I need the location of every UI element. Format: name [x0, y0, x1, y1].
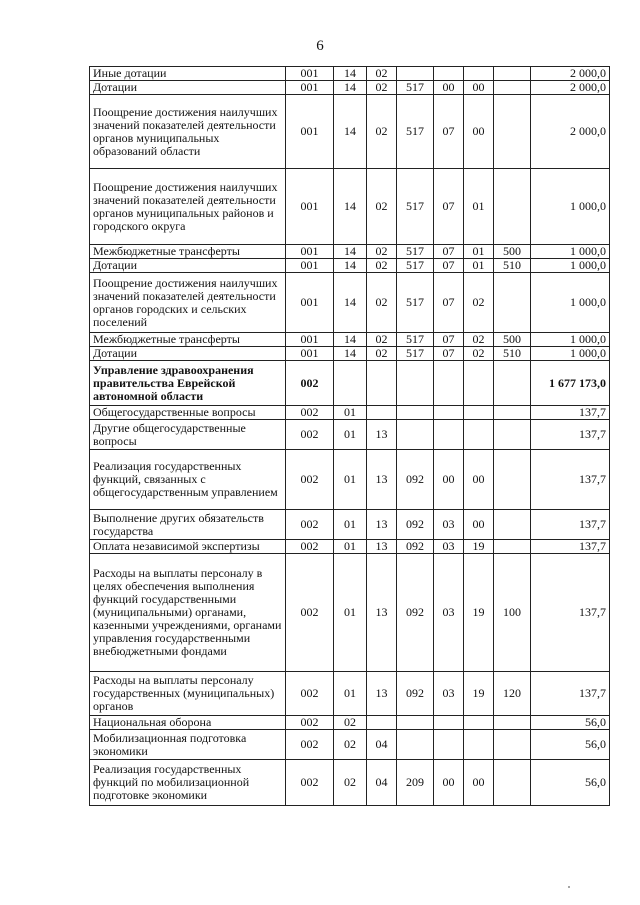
row-expense-type-cell: [494, 540, 531, 554]
table-row: [90, 672, 610, 716]
row-target-article-1-cell: [397, 716, 434, 730]
row-target-article-3-cell: 02: [464, 333, 494, 347]
row-expense-type-cell: [494, 716, 531, 730]
row-name-cell: Общегосударственные вопросы: [90, 406, 286, 420]
row-amount-cell: 2 000,0: [531, 81, 610, 95]
row-subsection-cell: 13: [367, 672, 397, 716]
row-subsection-cell: 02: [367, 169, 397, 245]
scan-speck: [568, 886, 570, 888]
row-name-cell: Поощрение достижения наилучших значений показателей деятельности органов муниципальных районов и городского округа: [90, 169, 286, 245]
row-amount-cell: 1 000,0: [531, 245, 610, 259]
row-target-article-2-cell: 07: [434, 273, 464, 333]
row-section-cell: 01: [334, 540, 367, 554]
row-name-cell: Поощрение достижения наилучших значений показателей деятельности органов муниципальных образований области: [90, 95, 286, 169]
row-ved-cell: 002: [286, 554, 334, 672]
row-target-article-1-cell: [397, 361, 434, 406]
row-amount-cell: 1 000,0: [531, 333, 610, 347]
row-target-article-2-cell: [434, 420, 464, 450]
table-row: [90, 554, 610, 672]
row-target-article-3-cell: 01: [464, 259, 494, 273]
table-row: [90, 169, 610, 245]
row-subsection-cell: 04: [367, 760, 397, 806]
row-target-article-1-cell: 517: [397, 273, 434, 333]
row-target-article-1-cell: 517: [397, 259, 434, 273]
row-subsection-cell: 02: [367, 259, 397, 273]
row-name-cell: Дотации: [90, 81, 286, 95]
row-target-article-2-cell: 03: [434, 540, 464, 554]
row-target-article-1-cell: 092: [397, 450, 434, 510]
page-number: 6: [316, 38, 324, 54]
budget-table-body: [90, 67, 610, 806]
row-name-cell: Оплата независимой экспертизы: [90, 540, 286, 554]
row-subsection-cell: [367, 361, 397, 406]
row-target-article-3-cell: 02: [464, 347, 494, 361]
row-ved-cell: 002: [286, 420, 334, 450]
table-row: [90, 730, 610, 760]
row-amount-cell: 56,0: [531, 760, 610, 806]
row-subsection-cell: 13: [367, 510, 397, 540]
row-subsection-cell: 02: [367, 347, 397, 361]
table-row: [90, 361, 610, 406]
row-target-article-2-cell: [434, 67, 464, 81]
row-target-article-2-cell: 07: [434, 259, 464, 273]
row-target-article-3-cell: [464, 406, 494, 420]
row-section-cell: 14: [334, 169, 367, 245]
row-amount-cell: 137,7: [531, 554, 610, 672]
row-target-article-3-cell: 00: [464, 760, 494, 806]
row-expense-type-cell: [494, 510, 531, 540]
row-target-article-2-cell: 07: [434, 95, 464, 169]
row-ved-cell: 001: [286, 347, 334, 361]
row-target-article-3-cell: 00: [464, 95, 494, 169]
row-target-article-2-cell: 03: [434, 510, 464, 540]
row-ved-cell: 002: [286, 760, 334, 806]
row-expense-type-cell: [494, 95, 531, 169]
row-target-article-2-cell: 07: [434, 333, 464, 347]
row-target-article-3-cell: 00: [464, 510, 494, 540]
row-amount-cell: 137,7: [531, 540, 610, 554]
row-section-cell: 14: [334, 67, 367, 81]
row-target-article-3-cell: 19: [464, 540, 494, 554]
row-target-article-1-cell: [397, 420, 434, 450]
row-expense-type-cell: 500: [494, 245, 531, 259]
row-ved-cell: 001: [286, 169, 334, 245]
row-target-article-2-cell: 03: [434, 672, 464, 716]
row-ved-cell: 002: [286, 361, 334, 406]
row-section-cell: 14: [334, 95, 367, 169]
row-expense-type-cell: [494, 450, 531, 510]
row-ved-cell: 001: [286, 81, 334, 95]
row-amount-cell: 137,7: [531, 510, 610, 540]
row-target-article-3-cell: 01: [464, 169, 494, 245]
table-row: [90, 450, 610, 510]
row-expense-type-cell: [494, 730, 531, 760]
row-ved-cell: 001: [286, 245, 334, 259]
row-section-cell: 01: [334, 406, 367, 420]
table-row: [90, 259, 610, 273]
row-ved-cell: 001: [286, 95, 334, 169]
row-subsection-cell: [367, 716, 397, 730]
row-subsection-cell: 02: [367, 245, 397, 259]
row-target-article-3-cell: 00: [464, 81, 494, 95]
table-row: [90, 540, 610, 554]
row-section-cell: 14: [334, 333, 367, 347]
row-name-cell: Расходы на выплаты персоналу государственных (муниципальных) органов: [90, 672, 286, 716]
row-amount-cell: 1 000,0: [531, 169, 610, 245]
row-target-article-1-cell: 517: [397, 95, 434, 169]
row-target-article-2-cell: [434, 730, 464, 760]
row-target-article-2-cell: [434, 361, 464, 406]
row-target-article-3-cell: [464, 67, 494, 81]
row-subsection-cell: 13: [367, 450, 397, 510]
row-amount-cell: 1 000,0: [531, 259, 610, 273]
row-subsection-cell: 02: [367, 67, 397, 81]
table-row: [90, 245, 610, 259]
row-target-article-1-cell: 517: [397, 169, 434, 245]
row-section-cell: 01: [334, 672, 367, 716]
row-name-cell: Реализация государственных функций по мобилизационной подготовке экономики: [90, 760, 286, 806]
row-amount-cell: 137,7: [531, 420, 610, 450]
row-target-article-3-cell: 19: [464, 554, 494, 672]
row-target-article-1-cell: 092: [397, 554, 434, 672]
budget-table: [89, 66, 610, 806]
row-section-cell: 14: [334, 273, 367, 333]
row-expense-type-cell: 510: [494, 259, 531, 273]
row-target-article-2-cell: 07: [434, 169, 464, 245]
row-expense-type-cell: [494, 273, 531, 333]
row-target-article-1-cell: [397, 730, 434, 760]
table-row: [90, 760, 610, 806]
row-subsection-cell: 02: [367, 95, 397, 169]
table-row: [90, 95, 610, 169]
row-target-article-3-cell: 00: [464, 450, 494, 510]
row-name-cell: Поощрение достижения наилучших значений показателей деятельности органов городских и сельских поселений: [90, 273, 286, 333]
row-subsection-cell: 02: [367, 273, 397, 333]
row-name-cell: Иные дотации: [90, 67, 286, 81]
row-section-cell: 01: [334, 420, 367, 450]
row-ved-cell: 002: [286, 540, 334, 554]
row-target-article-3-cell: [464, 716, 494, 730]
row-section-cell: [334, 361, 367, 406]
row-amount-cell: 56,0: [531, 730, 610, 760]
row-target-article-2-cell: 07: [434, 347, 464, 361]
row-target-article-2-cell: 03: [434, 554, 464, 672]
row-target-article-1-cell: [397, 67, 434, 81]
row-ved-cell: 001: [286, 67, 334, 81]
row-name-cell: Национальная оборона: [90, 716, 286, 730]
row-section-cell: 14: [334, 81, 367, 95]
row-target-article-2-cell: [434, 406, 464, 420]
row-target-article-3-cell: 19: [464, 672, 494, 716]
row-section-cell: 01: [334, 510, 367, 540]
row-subsection-cell: 02: [367, 333, 397, 347]
row-name-cell: Другие общегосударственные вопросы: [90, 420, 286, 450]
table-row: [90, 81, 610, 95]
row-expense-type-cell: 510: [494, 347, 531, 361]
row-target-article-2-cell: [434, 716, 464, 730]
row-expense-type-cell: 100: [494, 554, 531, 672]
row-subsection-cell: 13: [367, 420, 397, 450]
row-name-cell: Выполнение других обязательств государства: [90, 510, 286, 540]
table-row: [90, 347, 610, 361]
row-target-article-3-cell: 01: [464, 245, 494, 259]
table-row: [90, 333, 610, 347]
row-target-article-3-cell: 02: [464, 273, 494, 333]
row-ved-cell: 002: [286, 450, 334, 510]
row-section-cell: 02: [334, 716, 367, 730]
row-expense-type-cell: [494, 760, 531, 806]
row-target-article-3-cell: [464, 361, 494, 406]
row-amount-cell: 1 000,0: [531, 347, 610, 361]
row-name-cell: Межбюджетные трансферты: [90, 333, 286, 347]
table-row: [90, 406, 610, 420]
row-amount-cell: 2 000,0: [531, 67, 610, 81]
row-target-article-1-cell: 092: [397, 672, 434, 716]
row-amount-cell: 1 677 173,0: [531, 361, 610, 406]
row-section-cell: 01: [334, 554, 367, 672]
row-section-cell: 02: [334, 730, 367, 760]
table-row: [90, 420, 610, 450]
row-ved-cell: 002: [286, 406, 334, 420]
row-target-article-2-cell: 00: [434, 81, 464, 95]
row-subsection-cell: [367, 406, 397, 420]
row-ved-cell: 002: [286, 672, 334, 716]
row-subsection-cell: 13: [367, 554, 397, 672]
table-row: [90, 716, 610, 730]
row-name-cell: Расходы на выплаты персоналу в целях обеспечения выполнения функций государственными (муниципальными) органами, казенными учреждениями, органами управления государственными внебюджетными фондами: [90, 554, 286, 672]
row-section-cell: 14: [334, 245, 367, 259]
row-target-article-3-cell: [464, 420, 494, 450]
row-subsection-cell: 02: [367, 81, 397, 95]
row-target-article-3-cell: [464, 730, 494, 760]
row-target-article-1-cell: 517: [397, 81, 434, 95]
row-expense-type-cell: [494, 81, 531, 95]
table-row: [90, 67, 610, 81]
row-target-article-1-cell: 517: [397, 333, 434, 347]
row-target-article-2-cell: 07: [434, 245, 464, 259]
row-target-article-1-cell: 092: [397, 540, 434, 554]
row-name-cell: Дотации: [90, 347, 286, 361]
row-target-article-1-cell: 517: [397, 245, 434, 259]
row-ved-cell: 001: [286, 333, 334, 347]
row-target-article-1-cell: [397, 406, 434, 420]
row-name-cell: Дотации: [90, 259, 286, 273]
row-name-cell: Управление здравоохранения правительства Еврейской автономной области: [90, 361, 286, 406]
row-target-article-2-cell: 00: [434, 760, 464, 806]
table-row: [90, 510, 610, 540]
row-section-cell: 14: [334, 259, 367, 273]
row-section-cell: 02: [334, 760, 367, 806]
row-expense-type-cell: [494, 406, 531, 420]
row-name-cell: Реализация государственных функций, связанных с общегосударственным управлением: [90, 450, 286, 510]
row-name-cell: Мобилизационная подготовка экономики: [90, 730, 286, 760]
row-subsection-cell: 13: [367, 540, 397, 554]
row-section-cell: 14: [334, 347, 367, 361]
row-ved-cell: 002: [286, 510, 334, 540]
row-amount-cell: 56,0: [531, 716, 610, 730]
row-ved-cell: 001: [286, 273, 334, 333]
row-ved-cell: 002: [286, 730, 334, 760]
row-subsection-cell: 04: [367, 730, 397, 760]
row-ved-cell: 001: [286, 259, 334, 273]
row-expense-type-cell: [494, 67, 531, 81]
row-name-cell: Межбюджетные трансферты: [90, 245, 286, 259]
row-expense-type-cell: 120: [494, 672, 531, 716]
row-amount-cell: 2 000,0: [531, 95, 610, 169]
row-target-article-2-cell: 00: [434, 450, 464, 510]
row-amount-cell: 137,7: [531, 672, 610, 716]
row-expense-type-cell: [494, 420, 531, 450]
row-amount-cell: 137,7: [531, 450, 610, 510]
row-section-cell: 01: [334, 450, 367, 510]
table-row: [90, 273, 610, 333]
row-expense-type-cell: 500: [494, 333, 531, 347]
row-expense-type-cell: [494, 169, 531, 245]
row-amount-cell: 1 000,0: [531, 273, 610, 333]
row-target-article-1-cell: 209: [397, 760, 434, 806]
row-expense-type-cell: [494, 361, 531, 406]
row-target-article-1-cell: 092: [397, 510, 434, 540]
row-ved-cell: 002: [286, 716, 334, 730]
row-amount-cell: 137,7: [531, 406, 610, 420]
row-target-article-1-cell: 517: [397, 347, 434, 361]
